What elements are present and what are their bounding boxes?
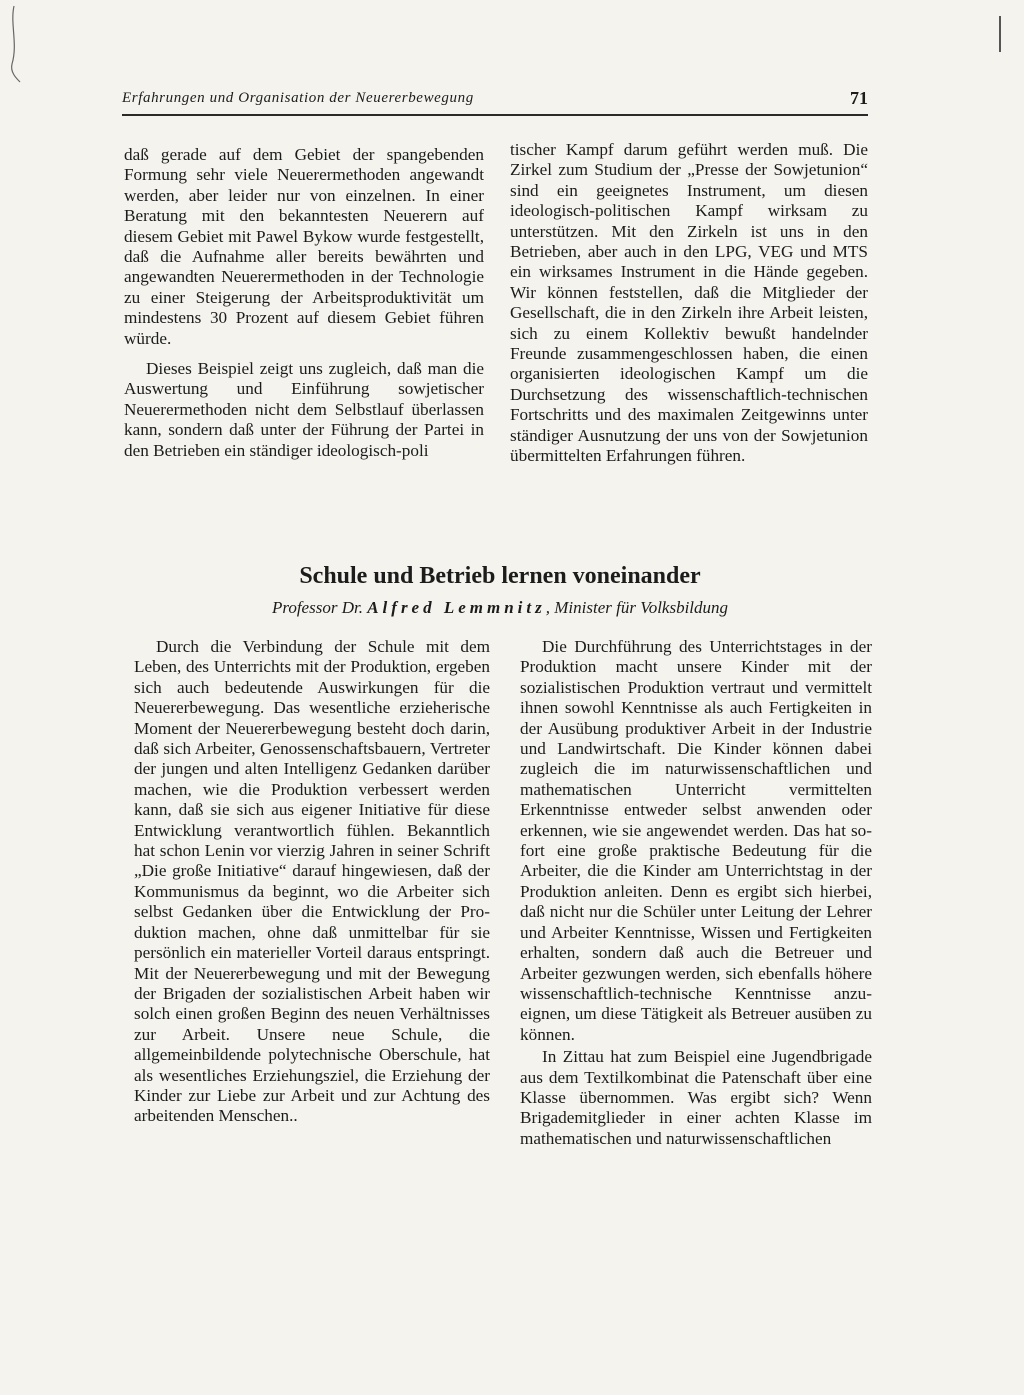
paragraph: Durch die Verbindung der Schule mit dem Leben, des Unterrichts mit der Produktion, ergeben sich auch bedeutende Auswirkungen für die Neuererbewegung. Das wesentliche erzieherische Moment der Neuererbewegung besteht doch darin, daß sich Arbeiter, Genossenschaftsbauern, Vertreter der jungen und alten Intelligenz Gedanken darüber machen, wie die Produktion verbessert werden kann, daß sie sich aus eigener Initiative für diese Entwicklung verantwortlich fühlen. Bekanntlich hat schon Lenin vor vierzig Jahren in seiner Schrift „Die große Initiative“ darauf hingewiesen, daß der Kommunismus da beginnt, wo die Arbeiter sich selbst Gedanken über die Entwicklung der Produktion machen, ohne daß unmittelbar für sie persönlich ein materieller Vorteil daraus entspringt. Mit der Neuererbewegung und mit der Bewegung der Brigaden der sozialistischen Arbeit haben wir solch einen großen Beginn des neuen Verhältnisses zur Arbeit. Unsere neue Schule, die allgemeinbildende polytechnische Oberschule, hat als wesentliches Erziehungsziel, die Erziehung der Kinder zur Liebe zur Arbeit und zur Achtung des arbeitenden Menschen.. [134,637,490,1126]
byline-suffix: , Minister für Volksbildung [545,598,729,617]
article-byline [0,598,1000,618]
paragraph: daß gerade auf dem Gebiet der spangebenden Formung sehr viele Neuerermethoden angewandt werden, aber leider nur von einzelnen. In einer Beratung mit den bekanntesten Neuerern auf diesem Gebiet mit Pawel Bykow wurde festgestellt, daß die Aufnahme aller bereits bewährten und angewandten Neuerermethoden in der Technologie zu einer Steigerung der Arbeitsproduktivität um mindestens 30 Prozent auf diesem Gebiet führen würde. [124,145,484,348]
byline-author: Alfred Lemmnitz [367,598,546,617]
column-top-right [510,140,868,467]
column-bottom-right [520,637,872,1149]
byline-prefix: Professor Dr. [271,598,368,617]
paragraph: tischer Kampf darum geführt werden muß. Die Zirkel zum Studium der „Presse der Sowjetunion“ sind ein geeignetes Instrument, um diesen ideologisch-politischen Kampf wirksam zu unterstützen. Mit den Zirkeln ist uns in den Betrieben, aber auch in den LPG, VEG und MTS ein wirksames Instrument in die Hände gegeben. Wir können feststellen, daß die Mitglieder der Gesellschaft, die in den Zirkeln ihre Arbeit leisten, sich zu einem Kollektiv bewußt handelnder Freunde zusammengeschlossen haben, die einen organisierten ideologischen Kampf um die Durchsetzung des wissenschaftlich-technischen Fortschritts und des maximalen Zeitgewinns unter ständiger Ausnutzung der uns von der Sowjetunion übermittelten Erfahrungen führen. [510,140,868,466]
running-title: Erfahrungen und Organisation der Neuererbewegung [122,90,474,106]
margin-scribble [994,14,1006,54]
column-bottom-left [134,637,490,1127]
paragraph: In Zittau hat zum Beispiel eine Jugendbrigade aus dem Textilkombinat die Patenschaft über eine Klasse übernommen. Was ergibt sich? Wenn Brigademitglieder in einer achten Klasse im mathematischen und naturwissenschaftlichen [520,1047,872,1148]
article-title: Schule und Betrieb lernen voneinander [299,563,701,589]
running-header [122,88,868,116]
column-top-left [124,145,484,461]
paragraph: Dieses Beispiel zeigt uns zugleich, daß man die Auswertung und Einführung sowjetischer Neuerermethoden nicht dem Selbstlauf überlassen kann, sondern daß unter der Führung der Partei in den Betrieben ein ständiger ideologisch-poli [124,359,484,460]
paragraph: Die Durchführung des Unterrichtstages in der Produktion macht unsere Kinder mit der sozialistischen Produktion vertraut und vermittelt ihnen sowohl Kenntnisse als auch Fertigkeiten in der Ausübung produktiver Arbeit in der Industrie und Landwirtschaft. Die Kinder können dabei zugleich die im naturwissenschaftlichen und mathematischen Unterricht vermittelten Erkenntnisse entweder selbst anwenden oder erkennen, wie sie angewendet werden. Das hat sofort eine große praktische Bedeutung für die Arbeiter, die die Kinder am Unterrichtstag in der Produktion anleiten. Denn es ergibt sich hierbei, daß nicht nur die Schüler unter Leitung der Lehrer und Arbeiter Kenntnisse, Wissen und Fertigkeiten erhalten, sondern daß auch die Betreuer und Arbeiter gezwungen werden, sich ebenfalls höhere wissenschaftlich-technische Kenntnisse anzueignen, um diese Tätigkeit als Betreuer ausüben zu können. [520,637,872,1044]
page-number: 71 [850,88,868,108]
margin-scribble [6,4,26,84]
